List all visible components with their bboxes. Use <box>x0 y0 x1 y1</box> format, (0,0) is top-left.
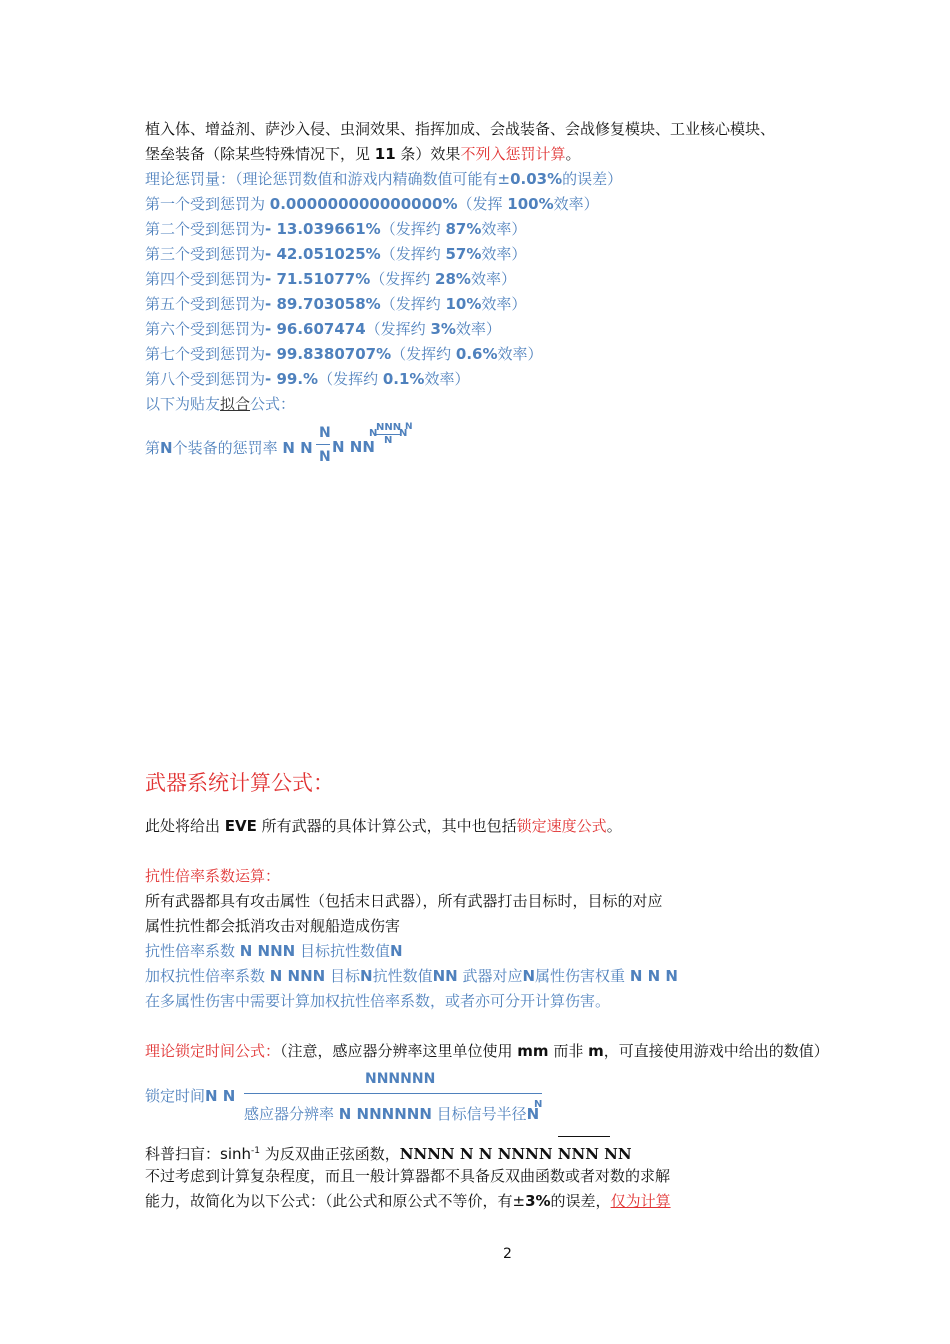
lock-formula-denominator <box>244 1104 539 1124</box>
penalty-row <box>145 344 543 364</box>
text: 目标 <box>325 967 360 985</box>
text: mm <box>517 1042 549 1060</box>
text: ，可直接使用游戏中给出的数值） <box>603 1042 829 1060</box>
page-number: 2 <box>503 1246 512 1262</box>
text: 效率） <box>470 270 516 288</box>
text: NNNN N N NNNN NNN NN <box>399 1145 632 1163</box>
text: 0.000000000000000% <box>269 195 458 213</box>
text: N N <box>205 1087 236 1105</box>
text: 0.1% <box>382 370 425 388</box>
text: N NNN <box>239 942 296 960</box>
text: 抗性倍率系数 <box>145 942 240 960</box>
resist-formula-1 <box>145 941 403 961</box>
resist-body: 属性抗性都会抵消攻击对舰船造成伤害 <box>145 917 401 935</box>
lock-formula-sup: N <box>534 1099 543 1110</box>
text: N <box>360 967 373 985</box>
formula-fraction-den: N <box>319 449 331 465</box>
text: 。 <box>606 817 622 835</box>
text: （发挥 <box>457 195 508 213</box>
text: 目标抗性数值 <box>295 942 390 960</box>
penalty-row <box>145 319 501 339</box>
text: 以下为贴友 <box>145 395 221 413</box>
text: - 99.8380707% <box>265 345 392 363</box>
text: 为反双曲正弦函数， <box>260 1145 400 1163</box>
text: 第五个受到惩罚为 <box>145 295 266 313</box>
text: 的误差， <box>550 1192 611 1210</box>
penalty-row <box>145 294 526 314</box>
text: NN <box>432 967 458 985</box>
text: （发挥约 <box>380 220 446 238</box>
penalty-row <box>145 219 526 239</box>
formula-sup: N <box>399 428 408 439</box>
text: （发挥约 <box>380 295 446 313</box>
text: （发挥约 <box>391 345 456 363</box>
formula-sup: N <box>405 422 413 432</box>
text: 11 <box>374 145 396 163</box>
text: 0.6% <box>455 345 498 363</box>
text: -1 <box>251 1146 260 1156</box>
formula-part: N NN <box>332 438 375 456</box>
text: 效率） <box>481 295 527 313</box>
text: 57% <box>445 245 482 263</box>
text: 第四个受到惩罚为 <box>145 270 266 288</box>
text-highlight: 不列入惩罚计算 <box>460 145 566 163</box>
text: 效率） <box>481 220 527 238</box>
penalty-row <box>145 269 516 289</box>
text: N NNN <box>269 967 326 985</box>
penalty-row <box>145 369 469 389</box>
text: （发挥约 <box>370 270 436 288</box>
text: 所有武器的具体计算公式，其中也包括 <box>256 817 517 835</box>
text: 28% <box>435 270 471 288</box>
text: 10% <box>445 295 482 313</box>
text: 属性伤害权重 <box>535 967 630 985</box>
text: 科普扫盲： <box>145 1145 221 1163</box>
formula-sup: NNN <box>376 422 402 433</box>
text: 的误差） <box>562 170 623 188</box>
formula-sup: N <box>384 435 393 446</box>
weapons-intro <box>145 816 622 836</box>
text: 感应器分辨率 <box>244 1105 339 1123</box>
text: 效率） <box>553 195 599 213</box>
text: N <box>160 439 173 457</box>
para-line-1: 植入体、增益剂、萨沙入侵、虫洞效果、指挥加成、会战装备、会战修复模块、工业核心模块、 <box>145 120 776 138</box>
text: 3% <box>525 1192 551 1210</box>
text: 效率） <box>424 370 470 388</box>
text: 此处将给出 <box>145 817 225 835</box>
text-underlined: 拟合 <box>220 395 251 413</box>
text: 第三个受到惩罚为 <box>145 245 266 263</box>
lock-formula-label <box>145 1086 235 1106</box>
formula-sup: N <box>369 428 378 439</box>
text: 0.03% <box>510 170 563 188</box>
text: 堡垒装备（除某些特殊情况下，见 <box>145 145 375 163</box>
formula-fraction-bar <box>316 444 330 445</box>
text: 效率） <box>497 345 543 363</box>
text: N <box>390 942 403 960</box>
text: - 13.039661% <box>265 220 381 238</box>
fit-formula <box>145 438 313 458</box>
text: N <box>522 967 536 985</box>
text: EVE <box>224 817 257 835</box>
text: 锁定时间 <box>145 1087 206 1105</box>
text: 条）效果 <box>395 145 461 163</box>
text: 加权抗性倍率系数 <box>145 967 270 985</box>
sci-overline <box>558 1136 610 1137</box>
fit-intro <box>145 394 295 414</box>
text: 效率） <box>455 320 501 338</box>
formula-fraction-num: N <box>319 425 331 441</box>
text: （注意，感应器分辨率这里单位使用 <box>280 1042 518 1060</box>
text-highlight: 仅为计算 <box>610 1192 671 1210</box>
lock-formula-numerator: NNNNNN <box>365 1071 436 1087</box>
text: 第一个受到惩罚为 <box>145 195 270 213</box>
text: 第 <box>145 439 161 457</box>
text: 能力，故简化为以下公式：（此公式和原公式不等价，有± <box>145 1192 526 1210</box>
text: m <box>588 1042 604 1060</box>
text: 目标信号半径 <box>431 1105 527 1123</box>
sci-body: 不过考虑到计算复杂程度，而且一般计算器都不具备反双曲函数或者对数的求解 <box>145 1167 671 1185</box>
text: N N <box>282 439 313 457</box>
text: - 42.051025% <box>265 245 381 263</box>
text: - 89.703058% <box>265 295 381 313</box>
para-line-2 <box>145 144 580 164</box>
lock-formula-bar <box>244 1093 542 1094</box>
text: 个装备的惩罚率 <box>172 439 283 457</box>
text-highlight: 锁定速度公式 <box>516 817 607 835</box>
text: 第六个受到惩罚为 <box>145 320 266 338</box>
text-highlight: 理论锁定时间公式： <box>145 1042 281 1060</box>
sci-note <box>145 1141 632 1164</box>
text: 3% <box>430 320 456 338</box>
text: 理论惩罚量：（理论惩罚数值和游戏内精确数值可能有± <box>145 170 511 188</box>
resist-formula-2 <box>145 966 678 986</box>
resist-title: 抗性倍率系数运算： <box>145 867 281 885</box>
text: N N N <box>629 967 678 985</box>
text: 公式： <box>250 395 296 413</box>
text: 第二个受到惩罚为 <box>145 220 266 238</box>
section-heading: 武器系统计算公式： <box>145 771 334 795</box>
resist-note: 在多属性伤害中需要计算加权抗性倍率系数，或者亦可分开计算伤害。 <box>145 992 611 1010</box>
text: 第七个受到惩罚为 <box>145 345 266 363</box>
text: 武器对应 <box>457 967 523 985</box>
lock-title <box>145 1041 829 1061</box>
resist-body: 所有武器都具有攻击属性（包括末日武器），所有武器打击目标时，目标的对应 <box>145 892 663 910</box>
text: - 99.% <box>265 370 319 388</box>
text: （发挥约 <box>318 370 383 388</box>
sci-body <box>145 1191 671 1211</box>
text: （发挥约 <box>365 320 431 338</box>
text: sinh <box>220 1145 252 1163</box>
penalty-row <box>145 244 526 264</box>
text: 第八个受到惩罚为 <box>145 370 266 388</box>
text: 100% <box>507 195 554 213</box>
text: 87% <box>445 220 482 238</box>
text: （发挥约 <box>380 245 446 263</box>
text: 效率） <box>481 245 527 263</box>
text: 抗性数值 <box>372 967 433 985</box>
text: N NNNNNN <box>338 1105 432 1123</box>
text: - 96.607474 <box>265 320 366 338</box>
penalty-title <box>145 169 622 189</box>
penalty-row <box>145 194 599 214</box>
text: 。 <box>565 145 581 163</box>
text: N <box>526 1105 540 1123</box>
text: - 71.51077% <box>265 270 371 288</box>
text: 而非 <box>548 1042 589 1060</box>
